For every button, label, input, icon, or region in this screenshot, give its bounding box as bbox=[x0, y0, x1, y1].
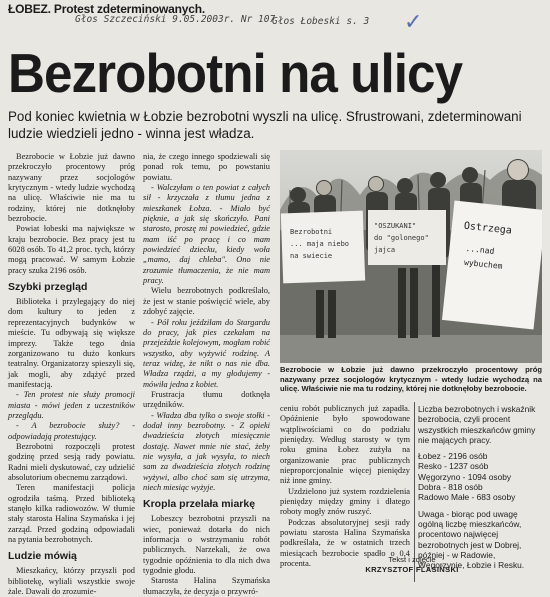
statistics-note: Uwaga - biorąc pod uwagę ogólną liczbę mieszkańców, procentowo najwięcej bezrobotnych jest w Dobrej, później - w Radowie, Węgorzynie, Łobzie i Resku. bbox=[418, 508, 525, 571]
sign-right-text: Ostrzega ...nad wybuchem bbox=[463, 220, 513, 271]
check-mark-icon: ✓ bbox=[404, 10, 423, 35]
handwritten-source-note: Głos Szczeciński 9.05.2003r. Nr 107 bbox=[75, 14, 276, 25]
article-column-3 bbox=[280, 404, 410, 570]
paragraph: Bezrobotni rozpoczęli protest godzinę przed sesją rady powiatu. Radni mieli dyskutować, czy udzielić absolutorium obecnemu zarządowi. bbox=[8, 441, 135, 482]
handwritten-source-note-2: Głos Łobeski s. 3 bbox=[272, 16, 370, 27]
section-kicker: ŁOBEZ. Protest zdeterminowanych. bbox=[8, 2, 205, 16]
paragraph: Podczas absolutoryjnej sesji rady powiatu starosta Halina Szymańska podkreślała, że w ostatnich trzech miesiącach bezrobocie spadło o 0,4 procenta. bbox=[280, 517, 410, 569]
article-column-2 bbox=[143, 152, 270, 597]
paragraph: - Walczyłam o ten powiat z całych sił - krzyczała z tłumu jedna z mieszkanek Łobza. - Miało być pięknie, a jak się skończyło. Pani starosto, proszę mi powiedzieć, gdzie mam iść po pracę i co mam powiedzieć dziecku, kiedy woła „mamo, daj chleba". Ono nie zrozumie tłumaczenia, że nie mam pracy. bbox=[143, 183, 270, 286]
paragraph: Powiat łobeski ma największe w kraju bezrobocie. Bez pracy jest tu 6028 osób. To 41,2 proc. tych, którzy mogą pracować. W samym Łobzie pracy szuka 2196 osób. bbox=[8, 224, 135, 275]
statistic-item: Węgorzyno - 1094 osoby bbox=[418, 471, 512, 482]
protest-photo-drawing bbox=[280, 150, 542, 363]
protest-photo bbox=[280, 150, 542, 363]
paragraph: - Władza dba tylko o swoje stołki - dodał inny bezrobotny. - Z opieki dwadzieścia złotych miesięcznie dostaję. Nawet mnie nie stać, żeby nie wysyła, a jak wysyła, to niech sam za dwadzieścia złotych rodzinę wyżywi, albo choć sam się utrzyma, niech miesiąc wyżyje. bbox=[143, 410, 270, 492]
paragraph: Frustracja tłumu dotknęła urzędników. bbox=[143, 389, 270, 410]
headline: Bezrobotni na ulicy bbox=[8, 42, 463, 104]
statistics-intro: Liczba bezrobotnych i wskaźnik bezrobocia, czyli procent wszystkich mieszkańców gminy nie mających pracy. bbox=[418, 404, 536, 445]
statistics-list bbox=[418, 451, 542, 502]
paragraph: - Ten protest nie służy promocji miasta - mówi jeden z uczestników przeglądu. bbox=[8, 390, 135, 420]
paragraph: - A bezrobocie służy? - odpowiadają protestujący. bbox=[8, 421, 135, 441]
subheading: Kropla przelała miarkę bbox=[143, 498, 256, 511]
article-column-1 bbox=[8, 152, 135, 597]
paragraph: Mieszkańcy, którzy przyszli pod bibliotekę, wyliali wszystkie swoje żale. Dawali do zrozumie- bbox=[8, 566, 135, 597]
paragraph: Uzdzielono już system rozdzielenia pieniędzy między gminy i dłatego roboty mogły znów ruszyć. bbox=[280, 486, 410, 517]
paragraph: Lobeszcy bezrobotni przyszli na wiec, ponieważ dotarła do nich informacja o wstrzymaniu robót publicznych. Narzekali, że owa tygodnie opóźnienia to dla nich dwa tygodnie głodu. bbox=[143, 514, 270, 576]
paragraph: - Pół roku jeździłam do Stargardu do pracy, jak pies czekałam na przejeździe kolejowym, mogłam robić wszystko, aby wyżywić rodzinę. A teraz widzę, że nikt o nas nie dba. Władza rządzi, a my głodujemy - mówiła jedna z kobiet. bbox=[143, 317, 270, 389]
byline bbox=[332, 555, 492, 575]
byline-label: Tekst i zdjęcie bbox=[388, 555, 436, 564]
sign-left-text: Bezrobotni ... maja niebo na swiecie bbox=[290, 228, 350, 260]
paragraph: Starosta Halina Szymańska tłumaczyła, że decyzja o przywró- bbox=[143, 576, 270, 596]
sign-middle-text: "OSZUKANI" do "golonego" jajca bbox=[374, 222, 429, 254]
statistics-box bbox=[418, 404, 542, 576]
byline-author: KRZYSZTOF FLASIŃSKI bbox=[365, 565, 459, 574]
lead-paragraph: Pod koniec kwietnia w Łobzie bezrobotni wyszli na ulicę. Sfrustrowani, zdeterminowani ludzie wiedzieli jedno - winna jest władza. bbox=[8, 109, 522, 141]
paragraph: Teren manifestacji policja ogrodziła taśmą. Przed biblioteką stanęło kilka radiowozów. W tłumie stały starosta Halina Szymańska i jej zarząd. Przed godziną odpowiadali na pytania bezrobotnych. bbox=[8, 483, 135, 545]
paragraph: ceniu robót publicznych już zapadła. Opóźnienie było spowodowane wątpliwościami co do podziału pieniędzy. Według starosty w tym roku gmina Łobez zużyła na organizowanie prac publicznych nieproporcjonalnie więcej pieniędzy niż inne gminy. bbox=[280, 404, 410, 486]
subheading: Ludzie mówią bbox=[8, 550, 77, 563]
paragraph: nia, że czego innego spodziewali się ponad rok temu, po powstaniu powiatu. bbox=[143, 152, 270, 182]
statistic-item: Dobra - 818 osób bbox=[418, 482, 483, 493]
paragraph: Wielu bezrobotnych podkreślało, że jest w stanie poświęcić wiele, aby zdobyć zajęcie. bbox=[143, 286, 270, 317]
subheading: Szybki przegląd bbox=[8, 281, 88, 294]
statistic-item: Radowo Małe - 683 osoby bbox=[418, 492, 516, 503]
statistic-item: Łobez - 2196 osób bbox=[418, 451, 488, 462]
paragraph: Bezrobocie w Łobzie już dawno przekroczyło procentowy próg nazywany przez socjologów krytycznym - wtedy ludzie wychodzą na ulicę. Właściwie nie ma tu rodziny, której nie dotknęłoby bezrobocie. bbox=[8, 152, 135, 224]
statistic-item: Resko - 1237 osób bbox=[418, 461, 489, 472]
paragraph: Biblioteka i przylegający do niej dom kultury to jeden z reprezentacyjnych budynków w mieście. Tu odbywają się większe imprezy. Także tego dnia zorganizowano tu dużo konkurs teatralny. Organizatorzy spieszyli się, jak mogli, aby zdążyć przed manifestacją. bbox=[8, 297, 135, 389]
photo-caption: Bezrobocie w Łobzie już dawno przekroczyło procentowy próg nazywany przez socjologów krytycznym - wtedy ludzie wychodzą na ulicę. Właściwie nie ma tu rodziny, której nie dotknęłoby bezrobocie. bbox=[280, 365, 542, 394]
